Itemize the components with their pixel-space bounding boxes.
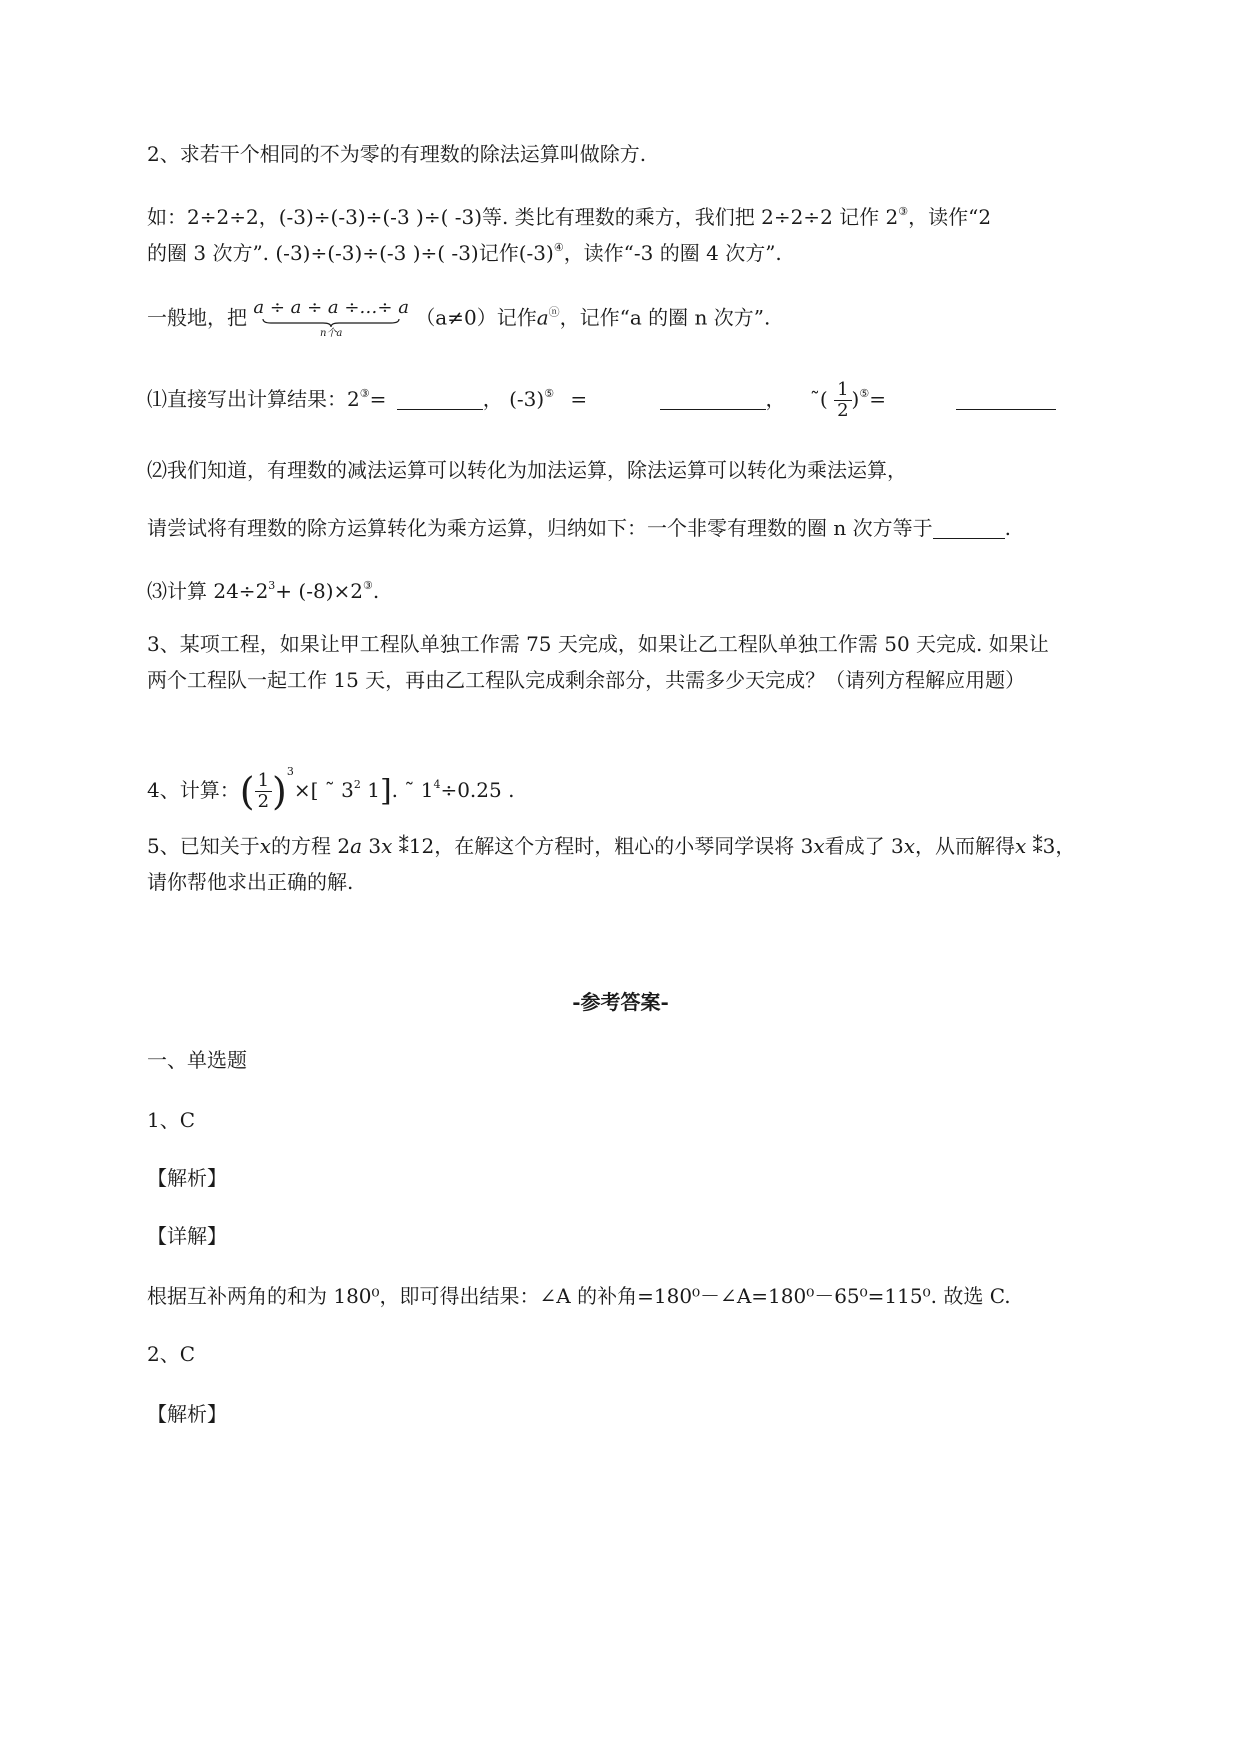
- q5-text-g: ⁑3，: [1026, 834, 1076, 858]
- q2-part3-text-a: ⑶计算 24÷2: [147, 579, 269, 603]
- answer-blank-3[interactable]: [956, 389, 1056, 410]
- answers-section-heading: 一、单选题: [147, 1048, 247, 1072]
- q2-general-middle: （a≠0）记作: [415, 305, 537, 330]
- q2-part1-sup2: ⑤: [544, 387, 555, 400]
- answer-2-analysis-label: 【解析】: [147, 1402, 227, 1426]
- q2-part1-frac-den: 2: [837, 400, 849, 421]
- q2-general-definition: [147, 298, 770, 344]
- q5-text-f: ，从而解得: [914, 834, 1015, 858]
- q2-part3-sup2: ③: [362, 579, 373, 592]
- answer-blank-1[interactable]: [397, 389, 483, 410]
- q2-part1-frac-num: 1: [834, 380, 851, 401]
- q2-part2-end: .: [1004, 516, 1011, 540]
- underbrace-icon: [261, 318, 401, 328]
- q4-end: ÷0.25 .: [440, 778, 515, 802]
- q2-example-line2: [147, 234, 782, 267]
- q5-line2: 请你帮他求出正确的解.: [147, 870, 354, 894]
- q2-example-text-b: ，读作“2: [908, 205, 992, 229]
- q2-part1-comma2: ，: [765, 387, 786, 411]
- q2-part2-text: 请尝试将有理数的除方运算转化为乘方运算，归纳如下：一个非零有理数的圈 n 次方等于: [147, 516, 933, 540]
- q2-part1-neg3: (-3): [509, 387, 545, 411]
- q2-part3-sup1: 3: [268, 579, 276, 592]
- q5-text-c: 3: [362, 834, 382, 858]
- answer-1-detail-label: 【详解】: [147, 1224, 227, 1248]
- q5-x5: x: [1014, 834, 1027, 858]
- q2-part1-sup3: ⑤: [859, 387, 870, 400]
- q2-part1-lparen: (: [819, 387, 828, 411]
- q5-x3: x: [813, 834, 825, 858]
- q2-circle4-sup: ④: [553, 241, 564, 254]
- q2-part1: [147, 380, 1056, 426]
- q2-example2-text-b: ，读作“-3 的圈 4 次方”.: [563, 241, 782, 265]
- q3-line2: 两个工程队一起工作 15 天，再由乙工程队完成剩余部分，共需多少天完成？（请列方程解应用题）: [147, 668, 1026, 692]
- q5-a: a: [350, 834, 363, 858]
- q2-part1-rparen: ): [851, 387, 860, 411]
- q4-frac-den: 2: [257, 791, 270, 812]
- q2-underbrace-expression: [253, 298, 409, 340]
- q5-text-a: 5、已知关于: [147, 834, 260, 858]
- q2-part3: [147, 572, 379, 605]
- answer-2: 2、C: [147, 1342, 196, 1366]
- q5-text-e: 看成了 3: [824, 834, 904, 858]
- q4-exp1: 3: [286, 765, 294, 778]
- q2-brace-expression: a ÷ a ÷ a ÷…÷ a: [253, 297, 409, 318]
- q2-part1-text: ⑴直接写出计算结果：2: [147, 387, 360, 411]
- q2-part3-text-b: + (-8)×2: [275, 579, 363, 603]
- q4-expression: [147, 742, 515, 814]
- q5-text-d: ⁑12，在解这个方程时，粗心的小琴同学误将 3: [392, 834, 814, 858]
- answer-1-analysis-label: 【解析】: [147, 1166, 227, 1190]
- q2-part3-text-c: .: [372, 579, 380, 603]
- q2-part1-eq2: =: [570, 387, 588, 411]
- q4-fraction: [255, 771, 272, 812]
- q3-line1: 3、某项工程，如果让甲工程队单独工作需 75 天完成，如果让乙工程队单独工作需 50 天完成. 如果让: [147, 632, 1049, 656]
- q4-exp3: 4: [433, 778, 441, 791]
- q5-x1: x: [259, 834, 272, 858]
- q2-intro: 2、求若干个相同的不为零的有理数的除法运算叫做除方.: [147, 142, 647, 166]
- q2-general-a: a: [536, 305, 549, 330]
- q4-after: 1: [360, 778, 380, 802]
- q5-line1: [147, 832, 1075, 860]
- q2-part1-eq3: =: [869, 387, 886, 411]
- q5-text-b: 的方程 2: [271, 834, 351, 858]
- q4-bracket-close: ]: [379, 773, 392, 809]
- q2-part1-comma1: ，: [482, 387, 503, 411]
- q2-example-line1: [147, 198, 991, 231]
- q5-x4: x: [903, 834, 915, 858]
- q4-frac-num: 1: [255, 771, 272, 792]
- q4-prefix: 4、计算：: [147, 778, 240, 802]
- answer-1-explanation: 根据互补两角的和为 180⁰，即可得出结果：∠A 的补角=180⁰－∠A=180⁰－65⁰=115⁰. 故选 C.: [147, 1284, 1011, 1308]
- answer-1: 1、C: [147, 1108, 196, 1132]
- q2-general-suffix: ，记作“a 的圈 n 次方”.: [559, 305, 771, 330]
- q4-tail: . ˜ 1: [391, 778, 434, 802]
- q4-lparen: (: [239, 769, 255, 814]
- q2-brace-subscript: n个a: [319, 328, 343, 339]
- q2-circle3-sup: ③: [898, 205, 909, 218]
- q2-part2-line2: [147, 514, 1011, 542]
- q5-x2: x: [381, 834, 393, 858]
- q2-example-text-a: 如：2÷2÷2，(-3)÷(-3)÷(-3 )÷( -3)等. 类比有理数的乘方，我们把 2÷2÷2 记作 2: [147, 205, 899, 229]
- q2-general-prefix: 一般地，把: [147, 305, 247, 330]
- q2-part1-eq1: =: [369, 387, 387, 411]
- q4-rparen: ): [272, 769, 287, 814]
- q2-circle-n-sup: ⓝ: [548, 305, 560, 319]
- q2-part1-sup1: ③: [359, 387, 370, 400]
- q2-part1-fraction: [834, 380, 851, 421]
- answers-title: -参考答案-: [572, 990, 669, 1014]
- q2-part1-tilde: ˜: [809, 387, 820, 411]
- q2-part2-line1: ⑵我们知道，有理数的减法运算可以转化为加法运算，除法运算可以转化为乘法运算，: [147, 458, 907, 482]
- q4-middle: ×[ ˜ 3: [293, 778, 354, 802]
- answer-blank-2[interactable]: [660, 389, 766, 410]
- q4-exp2: 2: [353, 778, 361, 791]
- answer-blank-4[interactable]: [933, 518, 1005, 539]
- q2-example2-text-a: 的圈 3 次方”. (-3)÷(-3)÷(-3 )÷( -3)记作(-3): [147, 241, 554, 265]
